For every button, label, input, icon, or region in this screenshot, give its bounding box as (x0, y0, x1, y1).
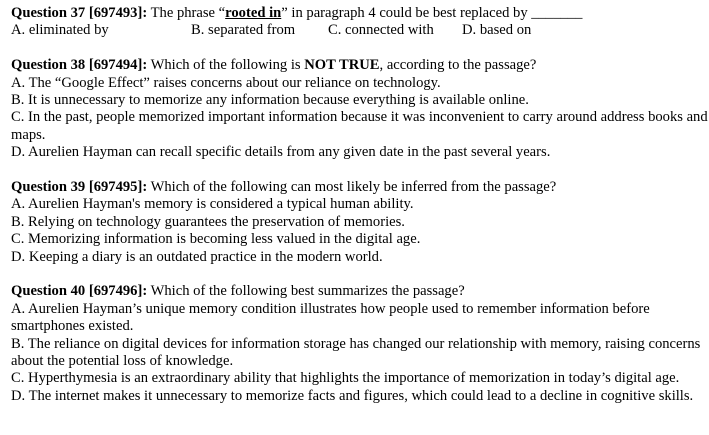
question-number: Question 38 [697494]: (11, 57, 148, 74)
option-b[interactable]: B. The reliance on digital devices for information storage has changed our relationship with memory, raising concerns about the potential loss of knowledge. (11, 335, 701, 370)
option-c[interactable]: C. connected with (328, 22, 434, 39)
highlighted-phrase: rooted in (225, 5, 282, 21)
option-d[interactable]: D. Keeping a diary is an outdated practice in the modern world. (11, 248, 383, 265)
question-stem: Question 37 [697493]: The phrase “rooted in” in paragraph 4 could be best replaced by _______ (11, 5, 583, 21)
options-row (11, 22, 708, 39)
option-c[interactable]: C. Hyperthymesia is an extraordinary ability that highlights the importance of memorization in today’s digital age. (11, 370, 680, 387)
option-a[interactable]: A. Aurelien Hayman’s unique memory condition illustrates how people used to remember information before smartphones existed. (11, 300, 650, 335)
question-stem: Question 38 [697494]: Which of the following is NOT TRUE, according to the passage? (11, 57, 537, 74)
question-number: Question 39 [697495]: (11, 179, 148, 196)
option-b[interactable]: B. Relying on technology guarantees the preservation of memories. (11, 213, 405, 230)
option-d[interactable]: D. Aurelien Hayman can recall specific details from any given date in the past several years. (11, 144, 551, 161)
question-stem: Question 39 [697495]: Which of the following can most likely be inferred from the passage? (11, 179, 557, 196)
option-b[interactable]: B. It is unnecessary to memorize any information because everything is available online. (11, 92, 529, 109)
question-number: Question 37 [697493]: (11, 5, 148, 21)
option-d[interactable]: D. The internet makes it unnecessary to memorize facts and figures, which could lead to a decline in cognitive skills. (11, 387, 694, 404)
option-a[interactable]: A. The “Google Effect” raises concerns about our reliance on technology. (11, 74, 441, 91)
question-37 (11, 5, 708, 40)
answer-blank: _______ (531, 5, 583, 21)
option-b[interactable]: B. separated from (191, 22, 296, 39)
question-38 (11, 57, 708, 161)
emphasis-text: NOT TRUE (304, 57, 380, 74)
question-number: Question 40 [697496]: (11, 283, 148, 300)
question-40 (11, 283, 708, 405)
option-a[interactable]: A. eliminated by (11, 22, 109, 39)
question-39 (11, 179, 708, 266)
option-d[interactable]: D. based on (462, 22, 532, 39)
option-c[interactable]: C. In the past, people memorized important information because it was inconvenient to carry around address books and maps. (11, 109, 708, 143)
question-stem: Question 40 [697496]: Which of the following best summarizes the passage? (11, 283, 465, 300)
option-a[interactable]: A. Aurelien Hayman's memory is considered a typical human ability. (11, 196, 414, 213)
option-c[interactable]: C. Memorizing information is becoming less valued in the digital age. (11, 231, 421, 248)
